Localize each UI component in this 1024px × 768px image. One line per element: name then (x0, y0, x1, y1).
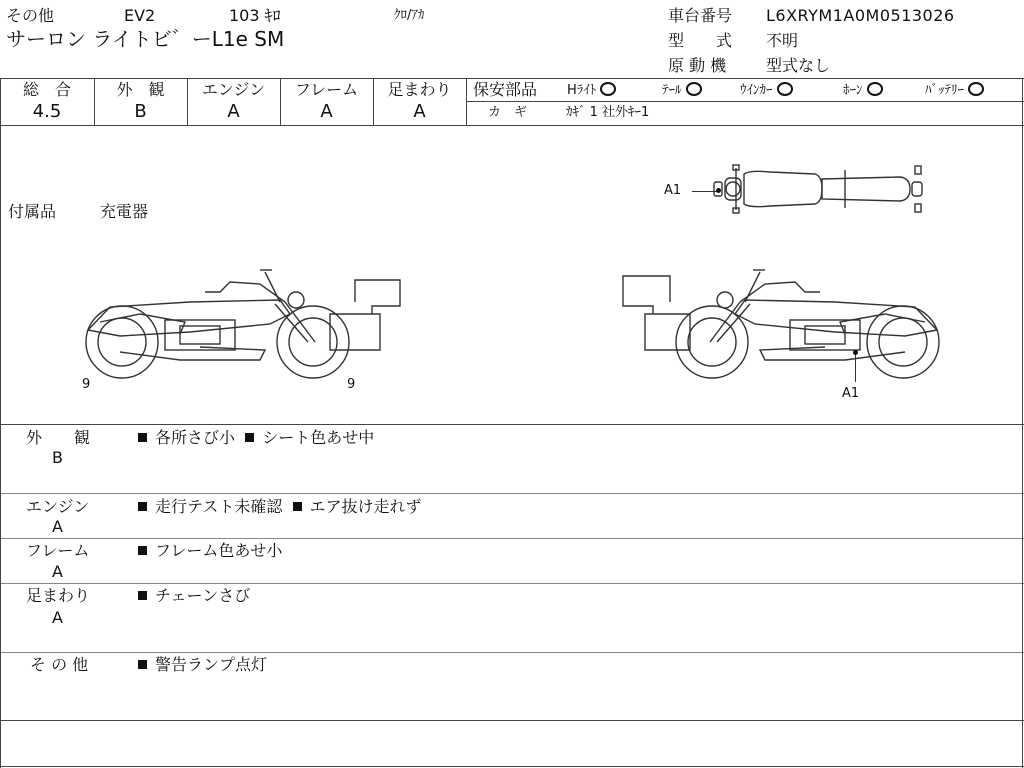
bullet-square-icon (138, 546, 147, 555)
bullet-square-icon (138, 502, 147, 511)
type-label: 型 式 (668, 31, 733, 50)
note-category-suspension: 足まわり (26, 586, 91, 605)
chassis-label: 車台番号 (668, 6, 733, 25)
note-items-frame: フレーム色あせ小 (138, 541, 282, 561)
rating-label-overall: 総 合 (22, 80, 71, 99)
bullet-square-icon (293, 502, 302, 511)
ok-circle-icon (777, 82, 793, 96)
key-value: ｶｷﾞ 1 社外ｷｰ1 (566, 105, 650, 120)
safety-item-battery: ﾊﾞｯﾃﾘｰ (925, 82, 984, 99)
ok-circle-icon (600, 82, 616, 96)
note-category-frame: フレーム (26, 541, 90, 560)
note-items-engine: 走行テスト未確認 エア抜け走れず (138, 497, 422, 517)
rating-value-engine: A (227, 101, 240, 122)
rating-label-engine: エンジン (201, 80, 266, 99)
note-category-other: そ の 他 (30, 655, 89, 674)
engine-type-label: 原 動 機 (668, 56, 727, 75)
accessories-value: 充電器 (100, 202, 149, 221)
engine-type-value: 型式なし (766, 56, 831, 75)
note-items-other: 警告ランプ点灯 (138, 655, 267, 675)
type-value: 不明 (766, 31, 799, 50)
safety-item-tail: ﾃｰﾙ (662, 82, 702, 99)
rating-value-suspension: A (413, 101, 426, 122)
accessories-label: 付属品 (8, 202, 57, 221)
rating-value-exterior: B (134, 101, 147, 122)
top-damage-marker: A1 (664, 183, 682, 198)
ok-circle-icon (867, 82, 883, 96)
rating-value-frame: A (320, 101, 333, 122)
bullet-square-icon (245, 433, 254, 442)
rating-label-frame: フレーム (294, 80, 359, 99)
note-grade-engine: A (52, 517, 63, 536)
rating-label-suspension: 足まわり (387, 80, 452, 99)
left-front-tire-value: 9 (82, 377, 91, 392)
bike-top-view-icon (700, 160, 940, 220)
bullet-square-icon (138, 433, 147, 442)
safety-label: 保安部品 (473, 80, 538, 99)
safety-item-headlight: Hﾗｲﾄ (567, 82, 616, 99)
rating-label-exterior: 外 観 (116, 80, 165, 99)
category-text: その他 (6, 6, 55, 25)
note-category-engine: エンジン (26, 497, 90, 516)
bike-right-view-icon (615, 262, 945, 387)
left-rear-tire-value: 9 (347, 377, 356, 392)
note-category-exterior: 外 観 (26, 428, 91, 447)
note-grade-suspension: A (52, 608, 63, 627)
right-damage-marker: A1 (842, 386, 860, 401)
model-code: EV2 (124, 6, 156, 25)
vehicle-title: サーロン ライトビ゛ーL1e SM (6, 27, 285, 51)
ok-circle-icon (686, 82, 702, 96)
safety-item-winker: ｳｲﾝｶｰ (740, 82, 793, 99)
chassis-number: L6XRYM1A0M0513026 (766, 6, 955, 25)
note-grade-exterior: B (52, 448, 63, 467)
rating-value-overall: 4.5 (32, 101, 62, 122)
ok-circle-icon (968, 82, 984, 96)
bike-left-view-icon (80, 262, 410, 387)
safety-item-horn: ﾎｰﾝ (843, 82, 883, 99)
key-label: カ ギ (488, 105, 528, 120)
bullet-square-icon (138, 660, 147, 669)
bullet-square-icon (138, 591, 147, 600)
note-items-exterior: 各所さび小 シート色あせ中 (138, 428, 374, 448)
color-text: ｸﾛ/ｱｶ (394, 8, 425, 23)
note-grade-frame: A (52, 562, 63, 581)
mileage: 103 ｷﾛ (229, 6, 281, 25)
note-items-suspension: チェーンさび (138, 586, 250, 606)
